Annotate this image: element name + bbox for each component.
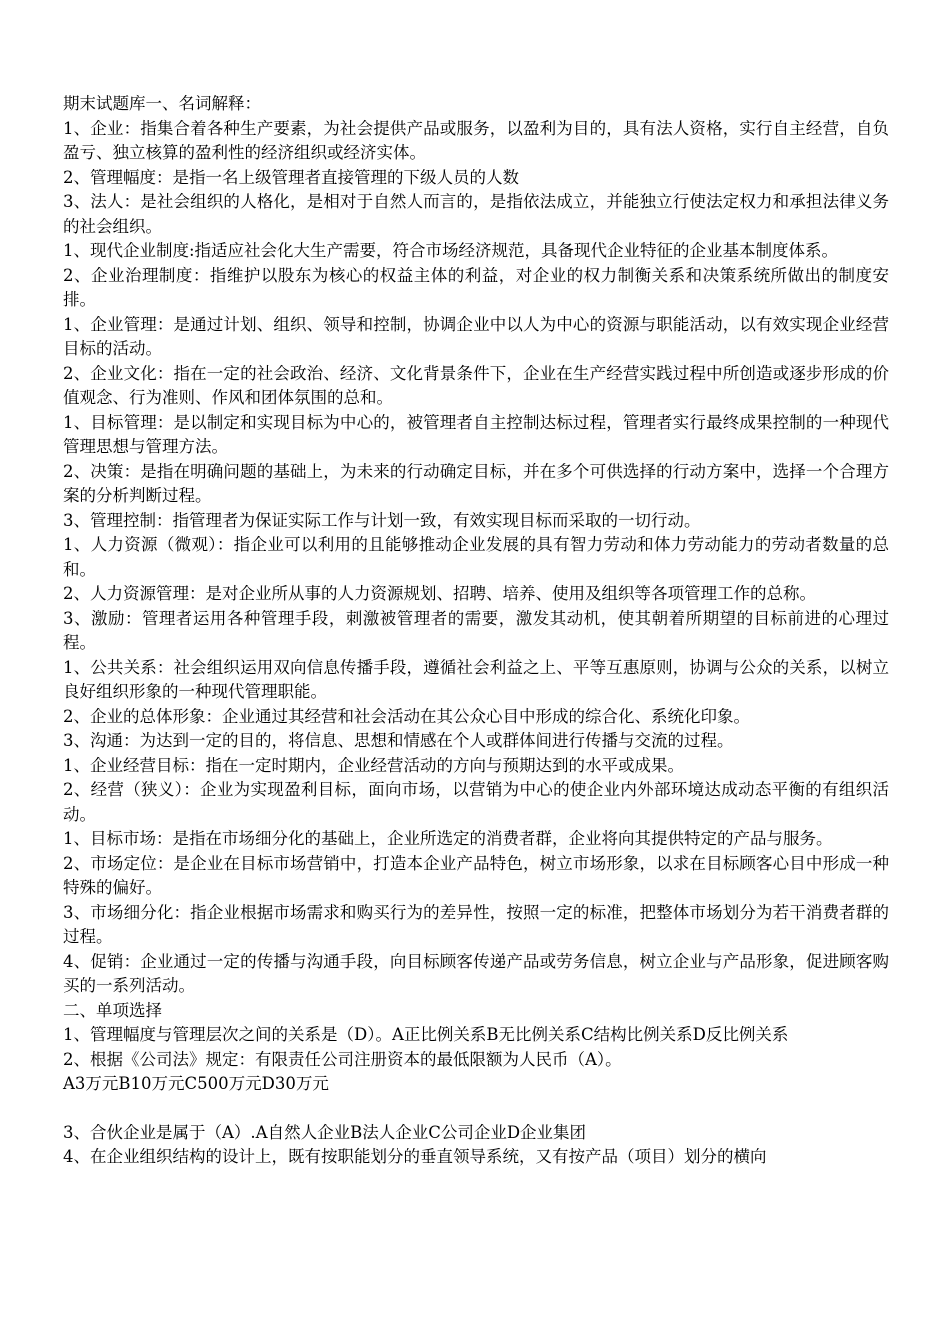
- paragraph: 1、现代企业制度:指适应社会化大生产需要，符合市场经济规范，具备现代企业特征的企业基本制度体系。: [63, 241, 839, 260]
- paragraph: 3、法人：是社会组织的人格化，是相对于自然人而言的，是指依法成立，并能独立行使法定权力和承担法律义务的社会组织。: [63, 192, 889, 236]
- paragraph: 3、沟通：为达到一定的目的，将信息、思想和情感在个人或群体间进行传播与交流的过程。: [63, 731, 734, 750]
- paragraph: 2、经营（狭义）：企业为实现盈利目标，面向市场，以营销为中心的使企业内外部环境达成动态平衡的有组织活动。: [63, 780, 889, 824]
- heading-single-choice: 二、单项选择: [63, 1000, 162, 1020]
- paragraph: 4、促销：企业通过一定的传播与沟通手段，向目标顾客传递产品或劳务信息，树立企业与产品形象，促进顾客购买的一系列活动。: [63, 951, 889, 995]
- paragraph: 1、目标市场：是指在市场细分化的基础上，企业所选定的消费者群，企业将向其提供特定的产品与服务。: [63, 829, 833, 848]
- paragraph: 2、企业的总体形象：企业通过其经营和社会活动在其公众心目中形成的综合化、系统化印象。: [63, 706, 750, 726]
- paragraph: 2、管理幅度：是指一名上级管理者直接管理的下级人员的人数: [63, 167, 519, 187]
- paragraph: 3、市场细分化：指企业根据市场需求和购买行为的差异性，按照一定的标准，把整体市场划分为若干消费者群的过程。: [63, 902, 889, 946]
- paragraph: 1、企业：指集合着各种生产要素，为社会提供产品或服务，以盈利为目的，具有法人资格，实行自主经营，自负盈亏、独立核算的盈利性的经济组织或经济实体。: [63, 118, 889, 162]
- question: 4、在企业组织结构的设计上，既有按职能划分的垂直领导系统，又有按产品（项目）划分的横向: [63, 1147, 767, 1166]
- paragraph: 2、企业治理制度：指维护以股东为核心的权益主体的利益，对企业的权力制衡关系和决策系统所做出的制度安排。: [63, 265, 889, 309]
- paragraph: 2、企业文化：指在一定的社会政治、经济、文化背景条件下，企业在生产经营实践过程中所创造或逐步形成的价值观念、行为准则、作风和团体氛围的总和。: [63, 363, 889, 407]
- question: 1、管理幅度与管理层次之间的关系是（D）。A正比例关系B无比例关系C结构比例关系D反比例关系: [63, 1025, 789, 1044]
- paragraph: 1、企业经营目标：指在一定时期内，企业经营活动的方向与预期达到的水平或成果。: [63, 755, 684, 775]
- question: 3、合伙企业是属于（A）.A自然人企业B法人企业C公司企业D企业集团: [63, 1122, 587, 1142]
- heading-term-definitions: 期末试题库一、名词解释：: [63, 94, 261, 113]
- paragraph: 1、人力资源（微观）：指企业可以利用的且能够推动企业发展的具有智力劳动和体力劳动能力的劳动者数量的总和。: [63, 535, 889, 579]
- question-options: A3万元B10万元C500万元D30万元: [63, 1074, 329, 1093]
- paragraph: 2、决策：是指在明确问题的基础上，为未来的行动确定目标，并在多个可供选择的行动方案中，选择一个合理方案的分析判断过程。: [63, 461, 889, 505]
- paragraph: 3、激励：管理者运用各种管理手段，刺激被管理者的需要，激发其动机，使其朝着所期望的目标前进的心理过程。: [63, 608, 889, 652]
- paragraph: 3、管理控制：指管理者为保证实际工作与计划一致，有效实现目标而采取的一切行动。: [63, 510, 701, 530]
- paragraph: 2、市场定位：是企业在目标市场营销中，打造本企业产品特色，树立市场形象，以求在目标顾客心目中形成一种特殊的偏好。: [63, 853, 889, 897]
- paragraph: 1、公共关系：社会组织运用双向信息传播手段，遵循社会利益之上、平等互惠原则，协调与公众的关系，以树立良好组织形象的一种现代管理职能。: [63, 657, 889, 701]
- question: 2、根据《公司法》规定：有限责任公司注册资本的最低限额为人民币（A）。: [63, 1049, 622, 1069]
- paragraph: 1、目标管理：是以制定和实现目标为中心的，被管理者自主控制达标过程，管理者实行最终成果控制的一种现代管理思想与管理方法。: [63, 412, 889, 456]
- paragraph: 1、企业管理：是通过计划、组织、领导和控制，协调企业中以人为中心的资源与职能活动，以有效实现企业经营目标的活动。: [63, 314, 889, 358]
- paragraph: 2、人力资源管理：是对企业所从事的人力资源规划、招聘、培养、使用及组织等各项管理工作的总称。: [63, 584, 816, 603]
- blank-line: [63, 1097, 889, 1121]
- document-body: [63, 92, 889, 1170]
